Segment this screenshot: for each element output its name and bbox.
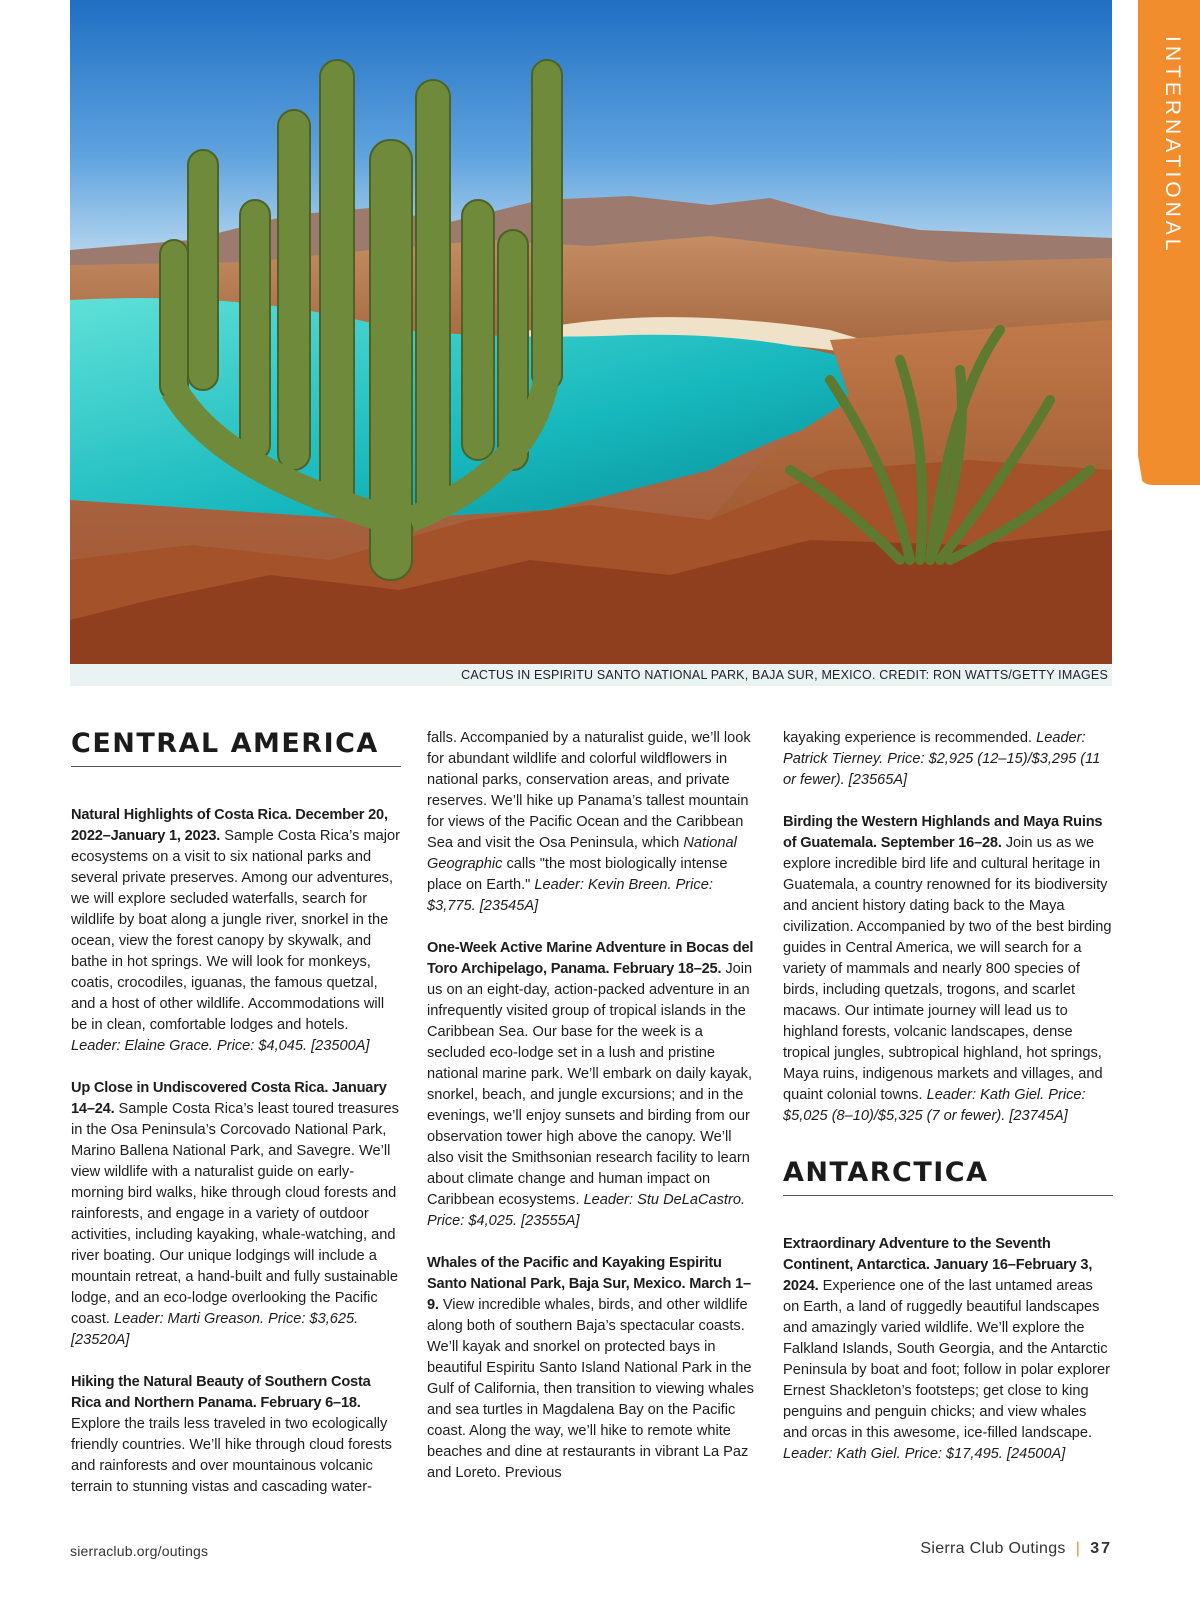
trip-listing [427,938,757,1232]
trip-description: Experience one of the last untamed areas on Earth, a land of ruggedly beautiful landscapes and amazingly varied wildlife. We’ll explore the Falkland Islands, South Georgia, and the Antarctic Peninsula by boat and foot; follow in polar explorer Ernest Shackleton’s footsteps; get close to king penguins and penguin chicks; and view whales and orcas in this awesome, ice-filled landscape. [783,1278,1110,1441]
column-1 [71,728,401,1519]
trip-title: Hiking the Natural Beauty of Southern Costa Rica and Northern Panama. February 6–18. [71,1374,371,1411]
publication-name: Sierra Club Outings [920,1540,1066,1557]
trip-leader-price: Leader: Patrick Tierney. Price: $2,925 (12–15)/$3,295 (11 or fewer). [23565A] [783,730,1101,788]
trip-title: Extraordinary Adventure to the Seventh Continent, Antarctica. January 16–February 3, 2024. [783,1236,1093,1294]
footer-url[interactable]: sierraclub.org/outings [70,1543,209,1559]
trip-listing [71,805,401,1057]
footer-separator: | [1075,1540,1081,1557]
trip-listing [783,1234,1113,1465]
section-heading-antarctica: ANTARCTICA [783,1157,1113,1196]
trip-leader-price: Leader: Kevin Breen. Price: $3,775. [23545A] [427,877,713,914]
trip-listing-continued [783,728,1113,791]
column-2 [427,728,757,1505]
footer-publication [920,1540,1112,1558]
trip-description: calls "the most biologically intense place on Earth." [427,856,728,893]
trip-description: falls. Accompanied by a naturalist guide, we’ll look for abundant wildlife and colorful wildflowers in national parks, conservation areas, and private reserves. We’ll hike up Panama’s tallest mountain for views of the Pacific Ocean and the Caribbean Sea and visit the Osa Peninsula, which [427,730,751,851]
trip-leader-price: Leader: Marti Greason. Price: $3,625. [23520A] [71,1311,359,1348]
trip-listing-continued [427,728,757,917]
trip-description: Explore the trails less traveled in two ecologically friendly countries. We’ll hike through cloud forests and rainforests and over mountainous volcanic terrain to stunning vistas and cascading water- [71,1416,392,1495]
trip-listing [71,1372,401,1498]
trip-description: Join us as we explore incredible bird life and cultural heritage in Guatemala, a country renowned for its biodiversity and ancient history dating back to the Maya civilization. Accompanied by two of the best birding guides in Central America, we will search for a variety of mammals and nearly 800 species of birds, including quetzals, trogons, and scarlet macaws. Our intimate journey will lead us to highland forests, volcanic landscapes, dense tropical jungles, subtropical highland, hot springs, Maya ruins, indigenous markets and villages, and quaint colonial towns. [783,835,1112,1103]
trip-description: Join us on an eight-day, action-packed adventure in an infrequently visited group of tropical islands in the Caribbean Sea. Our base for the week is a secluded eco-lodge set in a lush and pristine national marine park. We’ll embark on daily kayak, snorkel, beach, and jungle excursions; and in the evenings, we’ll enjoy sunsets and birding from our observation tower high above the canopy. We’ll also visit the Smithsonian research facility to learn about climate change and human impact on Caribbean ecosystems. [427,961,753,1208]
trip-description: View incredible whales, birds, and other wildlife along both of southern Baja’s spectacular coasts. We’ll kayak and snorkel on protected bays in beautiful Espiritu Santo Island National Park in the Gulf of California, then transition to viewing whales and sea turtles in Magdalena Bay on the Pacific coast. Along the way, we’ll hike to remote white beaches and dine at restaurants in vibrant La Paz and Loreto. Previous [427,1297,754,1481]
publication-name: National Geographic [427,835,737,872]
column-3 [783,728,1113,1486]
trip-description: Sample Costa Rica’s least toured treasures in the Osa Peninsula’s Corcovado National Park, Marino Ballena National Park, and Savegre. We’ll view wildlife with a naturalist guide on early-morning bird walks, hike through cloud forests and rainforests, and engage in a variety of outdoor activities, including kayaking, whale-watching, and river boating. Our unique lodgings will include a mountain retreat, a hand-built and fully sustainable lodge, and an eco-lodge overlooking the Pacific coast. [71,1101,399,1327]
section-heading-central-america: CENTRAL AMERICA [71,728,401,767]
cactus-landscape-photo [70,0,1112,664]
trip-title: One-Week Active Marine Adventure in Bocas del Toro Archipelago, Panama. February 18–25. [427,940,754,977]
section-tab-label: INTERNATIONAL [1161,36,1184,255]
trip-listing [71,1078,401,1351]
trip-description: kayaking experience is recommended. [783,730,1037,746]
trip-title: Whales of the Pacific and Kayaking Espiritu Santo National Park, Baja Sur, Mexico. March 1–9. [427,1255,751,1313]
trip-title: Birding the Western Highlands and Maya Ruins of Guatemala. September 16–28. [783,814,1103,851]
trip-description: Sample Costa Rica’s major ecosystems on a visit to six national parks and several private preserves. Among our adventures, we will explore secluded waterfalls, search for wildlife by boat along a jungle river, snorkel in the ocean, view the forest canopy by skywalk, and bathe in hot springs. We will look for monkeys, coatis, crocodiles, iguanas, the famous quetzal, and a host of other wildlife. Accommodations will be in clean, comfortable lodges and hotels. [71,828,400,1033]
trip-leader-price: Leader: Kath Giel. Price: $5,025 (8–10)/$5,325 (7 or fewer). [23745A] [783,1087,1086,1124]
trip-leader-price: Leader: Stu DeLaCastro. Price: $4,025. [23555A] [427,1192,745,1229]
photo-caption: CACTUS IN ESPIRITU SANTO NATIONAL PARK, BAJA SUR, MEXICO. CREDIT: RON WATTS/GETTY IMAGES [70,664,1112,686]
trip-listing [783,812,1113,1127]
trip-title: Natural Highlights of Costa Rica. December 20, 2022–January 1, 2023. [71,807,388,844]
page-number: 37 [1090,1540,1112,1557]
trip-title: Up Close in Undiscovered Costa Rica. January 14–24. [71,1080,387,1117]
trip-leader-price: Leader: Kath Giel. Price: $17,495. [24500A] [783,1446,1066,1462]
trip-leader-price: Leader: Elaine Grace. Price: $4,045. [23500A] [71,1038,370,1054]
trip-listing [427,1253,757,1484]
photo-illustration [70,0,1112,664]
